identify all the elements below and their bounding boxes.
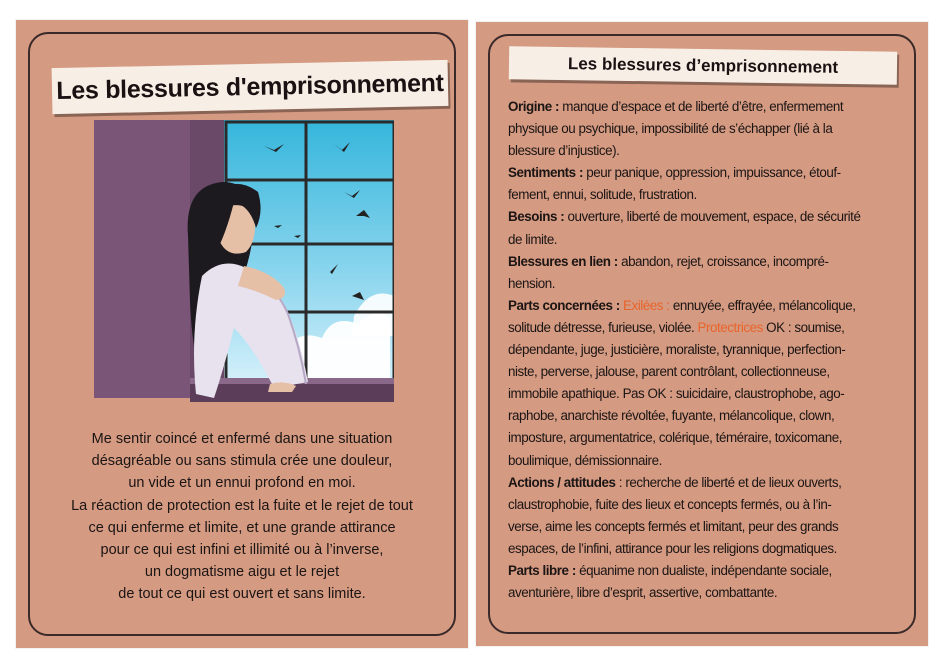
body-line: hension. xyxy=(508,275,556,291)
body-line: solitude détresse, furieuse, violée. Protectrices OK : soumise, xyxy=(508,319,845,335)
body-line: aventurière, libre d’esprit, assertive, combattante. xyxy=(508,585,778,601)
actions-label: Actions / attitudes xyxy=(508,474,616,490)
origine-line: Origine : manque d’espace et de liberté d’être, enfermement xyxy=(508,99,844,114)
blessures-line: Blessures en lien : abandon, rejet, croissance, incompré- xyxy=(508,253,829,269)
parts-libre-line: Parts libre : équanime non dualiste, indépendante sociale, xyxy=(508,562,832,578)
description-line: Me sentir coincé et enfermé dans une situation xyxy=(91,431,393,447)
description-line: pour ce qui est infini et illimité ou à l’inverse, xyxy=(100,542,384,559)
body-line: blessure d’injustice). xyxy=(508,143,620,159)
parts-label: Parts concernées : xyxy=(508,297,620,313)
exilees-highlight: Exilées : xyxy=(619,297,670,313)
body-line: niste, perverse, jalouse, parent contrôlant, collectionneuse, xyxy=(508,364,830,380)
description-line: désagréable ou sans stimula crée une douleur, xyxy=(91,453,393,470)
description-line: un vide et un ennui profond en moi. xyxy=(128,475,356,492)
woman-at-window-icon xyxy=(94,116,394,402)
besoins-label: Besoins : xyxy=(508,209,565,225)
body-line: immobile apathique. Pas OK : suicidaire, claustrophobe, ago- xyxy=(508,386,845,402)
body-line: verse, aime les concepts fermés et limitant, peur des grands xyxy=(508,518,839,534)
right-card-body xyxy=(508,96,898,604)
body-line: physique ou psychique, impossibilité de s’échapper (lié à la xyxy=(508,121,833,137)
parts-line: Parts concernées : Exilées : ennuyée, effrayée, mélancolique, xyxy=(508,297,856,313)
description-line: ce qui enferme et limite, et une grande attirance xyxy=(88,519,396,536)
body-line: espaces, de l’infini, attirance pour les religions dogmatiques. xyxy=(508,540,837,556)
origine-label: Origine : xyxy=(508,99,560,114)
description-line: un dogmatisme aigu et le rejet xyxy=(144,564,340,581)
right-card-title: Les blessures d’emprisonnement xyxy=(509,46,897,84)
body-line: dépendante, juge, justicière, moraliste, tyrannique, perfection- xyxy=(508,342,846,358)
besoins-line: Besoins : ouverture, liberté de mouvement, espace, de sécurité xyxy=(508,209,861,225)
sentiments-line: Sentiments : peur panique, oppression, impuissance, étouf- xyxy=(508,165,841,181)
description-line: de tout ce qui est ouvert et sans limite. xyxy=(118,586,366,603)
body-line: imposture, argumentatrice, colérique, téméraire, toxicomane, xyxy=(508,430,842,446)
body-line: raphobe, anarchiste révoltée, fuyante, mélancolique, clown, xyxy=(508,408,835,424)
protectrices-highlight: Protectrices xyxy=(697,319,763,335)
left-card-description xyxy=(44,428,440,606)
body-line: fement, ennui, solitude, frustration. xyxy=(508,187,697,203)
actions-line: Actions / attitudes : recherche de liberté et de lieux ouverts, xyxy=(508,474,842,490)
body-line: boulimique, démissionnaire. xyxy=(508,452,662,468)
left-card xyxy=(16,20,468,648)
left-card-title: Les blessures d'emprisonnement xyxy=(52,60,449,114)
body-line: de limite. xyxy=(508,231,558,247)
blessures-label: Blessures en lien : xyxy=(508,253,618,269)
right-card xyxy=(476,22,928,646)
sentiments-label: Sentiments : xyxy=(508,165,583,181)
description-line: La réaction de protection est la fuite et le rejet de tout xyxy=(71,497,413,514)
parts-libre-label: Parts libre : xyxy=(508,562,576,578)
body-line: claustrophobie, fuite des lieux et concepts fermés, ou à l’in- xyxy=(508,496,832,512)
